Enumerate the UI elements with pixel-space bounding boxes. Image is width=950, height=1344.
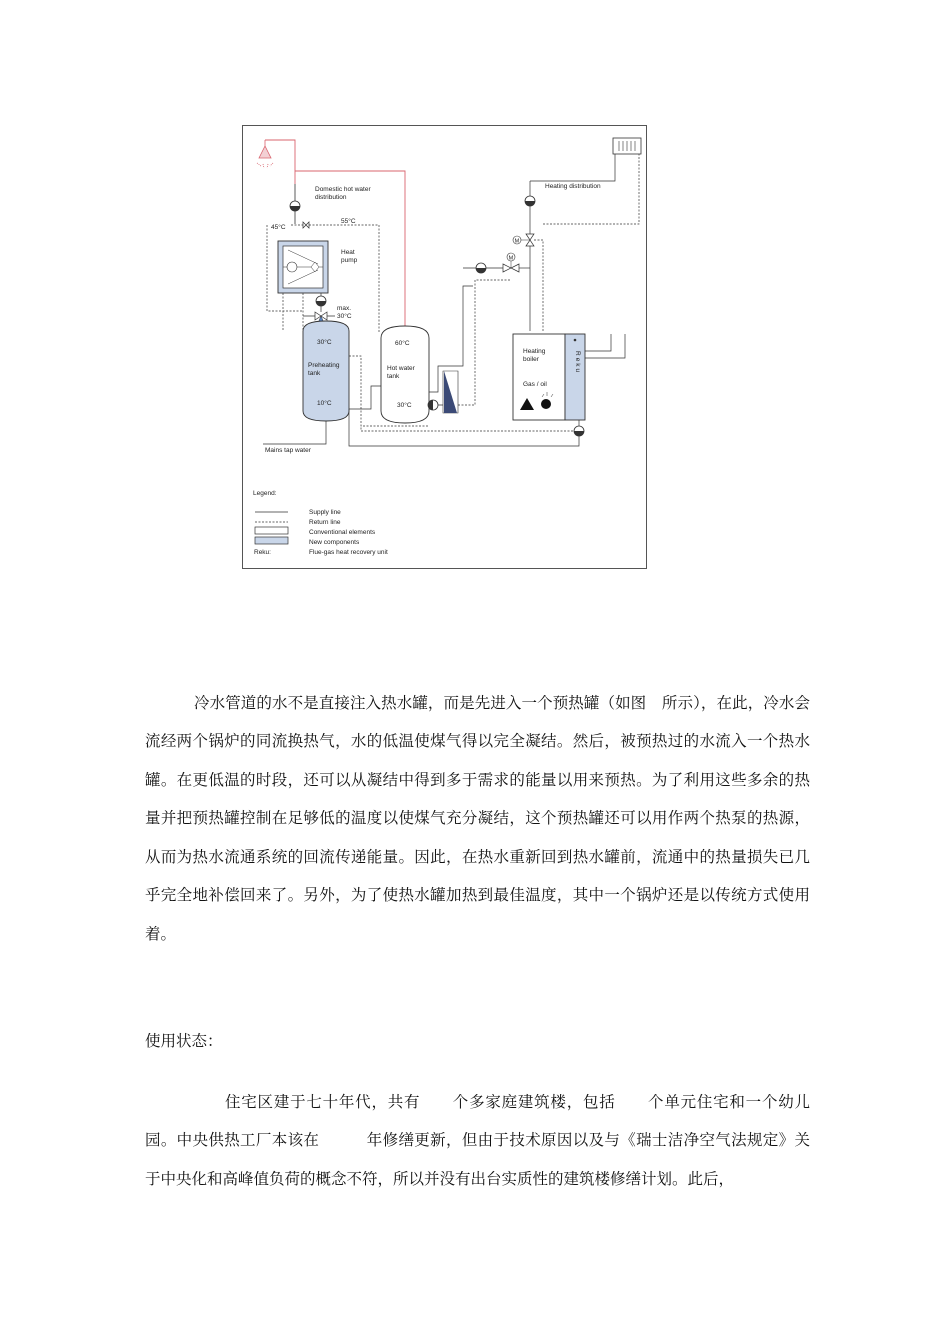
- pump-icon: [428, 400, 438, 410]
- label-preheating-1: Preheating: [308, 362, 340, 369]
- label-heating-boiler-1: Heating: [523, 348, 546, 355]
- label-max: max.: [337, 305, 352, 312]
- pump-icon: [525, 196, 535, 206]
- label-mains-tap-water: Mains tap water: [265, 447, 311, 454]
- motor-valve-icon: [503, 253, 519, 272]
- label-hot-30: 30°C: [397, 402, 412, 409]
- pump-icon: [476, 263, 486, 273]
- legend-item-reku: Flue-gas heat recovery unit: [309, 549, 388, 556]
- legend-title: Legend:: [253, 490, 277, 497]
- label-gas-oil: Gas / oil: [523, 381, 547, 388]
- diagram-svg: [243, 126, 646, 568]
- reku-unit: [565, 334, 585, 420]
- hot-water-line: [265, 140, 295, 181]
- heat-pump: [278, 241, 328, 293]
- label-heat-pump-1: Heat: [341, 249, 355, 256]
- label-preheat-30: 30°C: [317, 339, 332, 346]
- label-hot-60: 60°C: [395, 340, 410, 347]
- label-hot-water-2: tank: [387, 373, 400, 380]
- body-paragraph-2: 住宅区建于七十年代，共有 个多家庭建筑楼，包括 个单元住宅和一个幼儿园。中央供热工厂本该在 年修缮更新，但由于技术原因以及与《瑞士洁净空气法规定》关于中央化和高峰值负荷的概念不符，所以并没有出台实质性的建筑楼修缮计划。此后，: [145, 1092, 810, 1188]
- motor-label-2: M: [514, 238, 520, 245]
- label-heating-boiler-2: boiler: [523, 356, 539, 363]
- heating-boiler: [513, 334, 565, 420]
- motor-label: M: [508, 255, 514, 262]
- legend-item-return: Return line: [309, 519, 341, 526]
- label-preheating-2: tank: [308, 370, 321, 377]
- body-paragraph-1: 冷水管道的水不是直接注入热水罐，而是先进入一个预热罐（如图 所示），在此，冷水会流经两个锅炉的同流换热气，水的低温使煤气得以完全凝结。然后，被预热过的水流入一个热水罐。在更低温的时段，还可以从凝结中得到多于需求的能量以用来预热。为了利用这些多余的热量并把预热罐控制在足够低的温度以使煤气充分凝结，这个预热罐还可以用作两个热泵的热源，从而为热水流通系统的回流传递能量。因此，在热水重新回到热水罐前，流通中的热量损失已几乎完全地补偿回来了。另外，为了使热水罐加热到最佳温度，其中一个锅炉还是以传统方式使用着。: [145, 693, 810, 943]
- legend-reku-key: Reku:: [254, 549, 271, 556]
- label-heat-pump-2: pump: [341, 257, 358, 264]
- label-preheat-10: 10°C: [317, 400, 332, 407]
- label-domestic-hw-1: Domestic hot water: [315, 186, 371, 193]
- legend-item-supply: Supply line: [309, 509, 341, 516]
- system-diagram: [242, 125, 647, 569]
- pump-icon: [290, 201, 300, 211]
- radiator-icon: [613, 138, 641, 154]
- pump-icon: [316, 296, 326, 306]
- legend-item-conventional: Conventional elements: [309, 529, 376, 536]
- legend-item-new: New components: [309, 539, 360, 546]
- label-domestic-hw-2: distribution: [315, 194, 347, 201]
- label-temp-45: 45°C: [271, 224, 286, 231]
- pump-icon: [574, 426, 584, 436]
- label-heating-distribution: Heating distribution: [545, 183, 601, 190]
- section-heading: 使用状态：: [145, 1032, 223, 1050]
- label-reku-vertical: Reku: [574, 351, 581, 375]
- shower-icon: [257, 140, 273, 168]
- label-hot-water-1: Hot water: [387, 365, 415, 372]
- motor-valve-icon: [513, 234, 534, 246]
- label-max-temp: 30°C: [337, 313, 352, 320]
- heat-exchanger: [443, 371, 458, 413]
- label-temp-55: 55°C: [341, 218, 356, 225]
- valve-icon: [303, 222, 309, 228]
- legend: [255, 512, 288, 544]
